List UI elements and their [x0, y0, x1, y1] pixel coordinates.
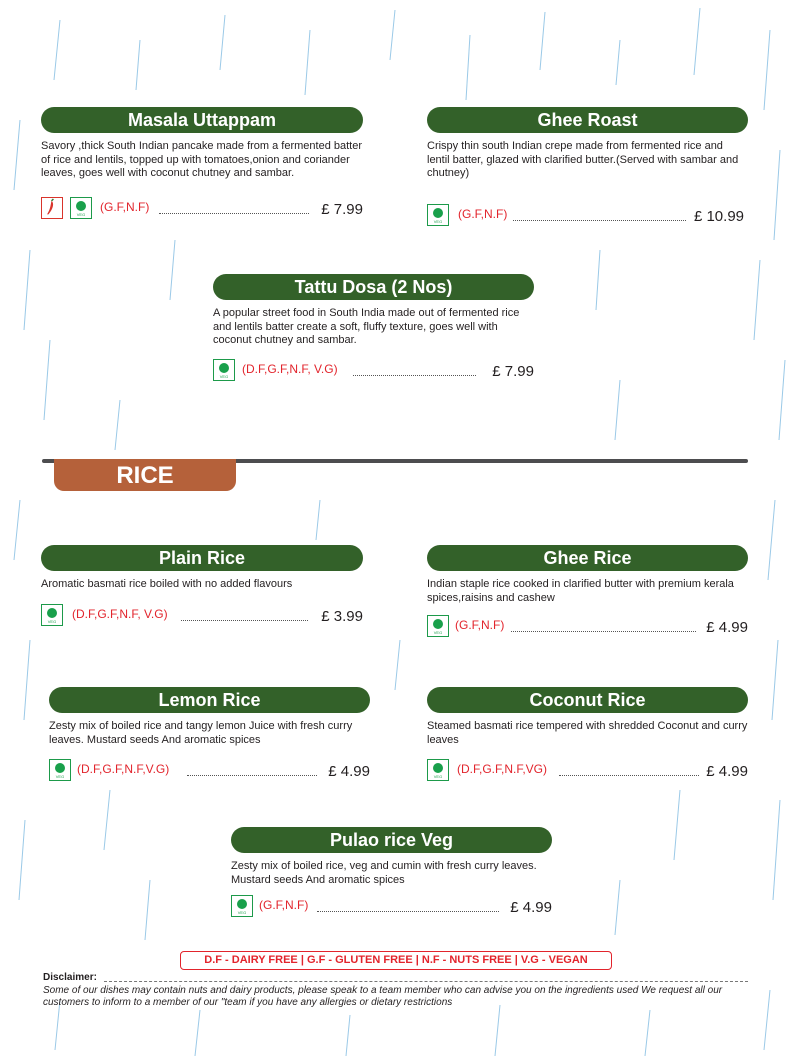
- item-title: Tattu Dosa (2 Nos): [213, 274, 534, 300]
- dietary-legend: D.F - DAIRY FREE | G.F - GLUTEN FREE | N.F - NUTS FREE | V.G - VEGAN: [180, 951, 612, 970]
- item-description: A popular street food in South India made out of fermented rice and lentils batter create a soft, fluffy texture, goes well with coconut chutney and sambar.: [213, 307, 520, 346]
- item-price: £ 4.99: [510, 899, 552, 916]
- dotted-leader: [187, 775, 317, 776]
- item-description: Zesty mix of boiled rice and tangy lemon Juice with fresh curry leaves. Mustard seeds And aromatic spices: [49, 720, 353, 746]
- price-row: [427, 615, 748, 637]
- veg-icon: VEG: [49, 759, 71, 781]
- dotted-leader: [159, 213, 309, 214]
- menu-item-tattu-dosa: [213, 274, 534, 381]
- item-price: £ 4.99: [328, 763, 370, 780]
- dotted-leader: [181, 620, 308, 621]
- item-price: £ 4.99: [706, 619, 748, 636]
- veg-icon: VEG: [213, 359, 235, 381]
- veg-icon: VEG: [427, 615, 449, 637]
- item-price: £ 7.99: [492, 362, 534, 380]
- dietary-codes: (G.F,N.F): [458, 206, 508, 221]
- item-title: Plain Rice: [41, 545, 363, 571]
- dotted-leader: [353, 375, 476, 376]
- menu-item-masala-uttappam: [41, 107, 363, 219]
- disclaimer-text: Some of our dishes may contain nuts and dairy products, please speak to a team member who can advise you on the ingredients used We request all our customers to inform to a member of our "team if you have any allergies or dietary restrictions: [43, 985, 723, 1008]
- dietary-codes: (D.F,G.F,N.F, V.G): [72, 606, 168, 621]
- item-title: Coconut Rice: [427, 687, 748, 713]
- dotted-leader: [511, 631, 696, 632]
- item-description: Steamed basmati rice tempered with shredded Coconut and curry leaves: [427, 720, 748, 746]
- disclaimer-title: Disclaimer:: [43, 972, 97, 983]
- dietary-codes: (D.F,G.F,N.F, V.G): [242, 361, 338, 376]
- menu-item-lemon-rice: [49, 687, 370, 781]
- price-row: [41, 604, 363, 626]
- dietary-codes: (G.F,N.F): [100, 199, 150, 214]
- menu-item-ghee-roast: [427, 107, 748, 226]
- price-row: [427, 204, 748, 226]
- veg-icon: VEG: [231, 895, 253, 917]
- item-title: Ghee Rice: [427, 545, 748, 571]
- item-description: Zesty mix of boiled rice, veg and cumin with fresh curry leaves. Mustard seeds And aromatic spices: [231, 860, 537, 886]
- item-title: Ghee Roast: [427, 107, 748, 133]
- veg-icon: VEG: [427, 759, 449, 781]
- price-row: [213, 359, 534, 381]
- item-description: Savory ,thick South Indian pancake made from a fermented batter of rice and lentils, topped up with tomatoes,onion and coriander leaves, goes well with coconut chutney and sambar.: [41, 140, 363, 179]
- item-description: Crispy thin south Indian crepe made from fermented rice and lentil batter, glazed with clarified butter.(Served with sambar and chutney): [427, 140, 739, 179]
- dietary-codes: (D.F,G.F,N.F,VG): [457, 762, 547, 776]
- veg-icon: VEG: [70, 197, 92, 219]
- item-title: Masala Uttappam: [41, 107, 363, 133]
- menu-item-coconut-rice: [427, 687, 748, 781]
- dotted-leader: [317, 911, 499, 912]
- price-row: [49, 759, 370, 781]
- item-title: Lemon Rice: [49, 687, 370, 713]
- disclaimer-rule: [104, 981, 748, 982]
- item-price: £ 7.99: [321, 200, 363, 218]
- price-row: [231, 895, 552, 917]
- item-price: £ 10.99: [693, 207, 744, 225]
- section-title-rice: RICE: [54, 459, 236, 491]
- spicy-chili-icon: [41, 197, 63, 219]
- item-title: Pulao rice Veg: [231, 827, 552, 853]
- item-description: Indian staple rice cooked in clarified butter with premium kerala spices,raisins and cashew: [427, 578, 734, 604]
- dietary-codes: (G.F,N.F): [259, 898, 309, 912]
- menu-item-ghee-rice: [427, 545, 748, 637]
- dotted-leader: [559, 775, 699, 776]
- price-row: [427, 759, 748, 781]
- price-row: [41, 197, 363, 219]
- dietary-codes: (G.F,N.F): [455, 618, 505, 632]
- veg-icon: VEG: [41, 604, 63, 626]
- item-price: £ 3.99: [321, 607, 363, 625]
- veg-icon: VEG: [427, 204, 449, 226]
- menu-item-plain-rice: [41, 545, 363, 626]
- item-description: Aromatic basmati rice boiled with no added flavours: [41, 578, 293, 590]
- item-price: £ 4.99: [706, 763, 748, 780]
- dietary-codes: (D.F,G.F,N.F,V.G): [77, 762, 170, 776]
- dotted-leader: [513, 220, 686, 221]
- menu-item-pulao-rice-veg: [231, 827, 552, 917]
